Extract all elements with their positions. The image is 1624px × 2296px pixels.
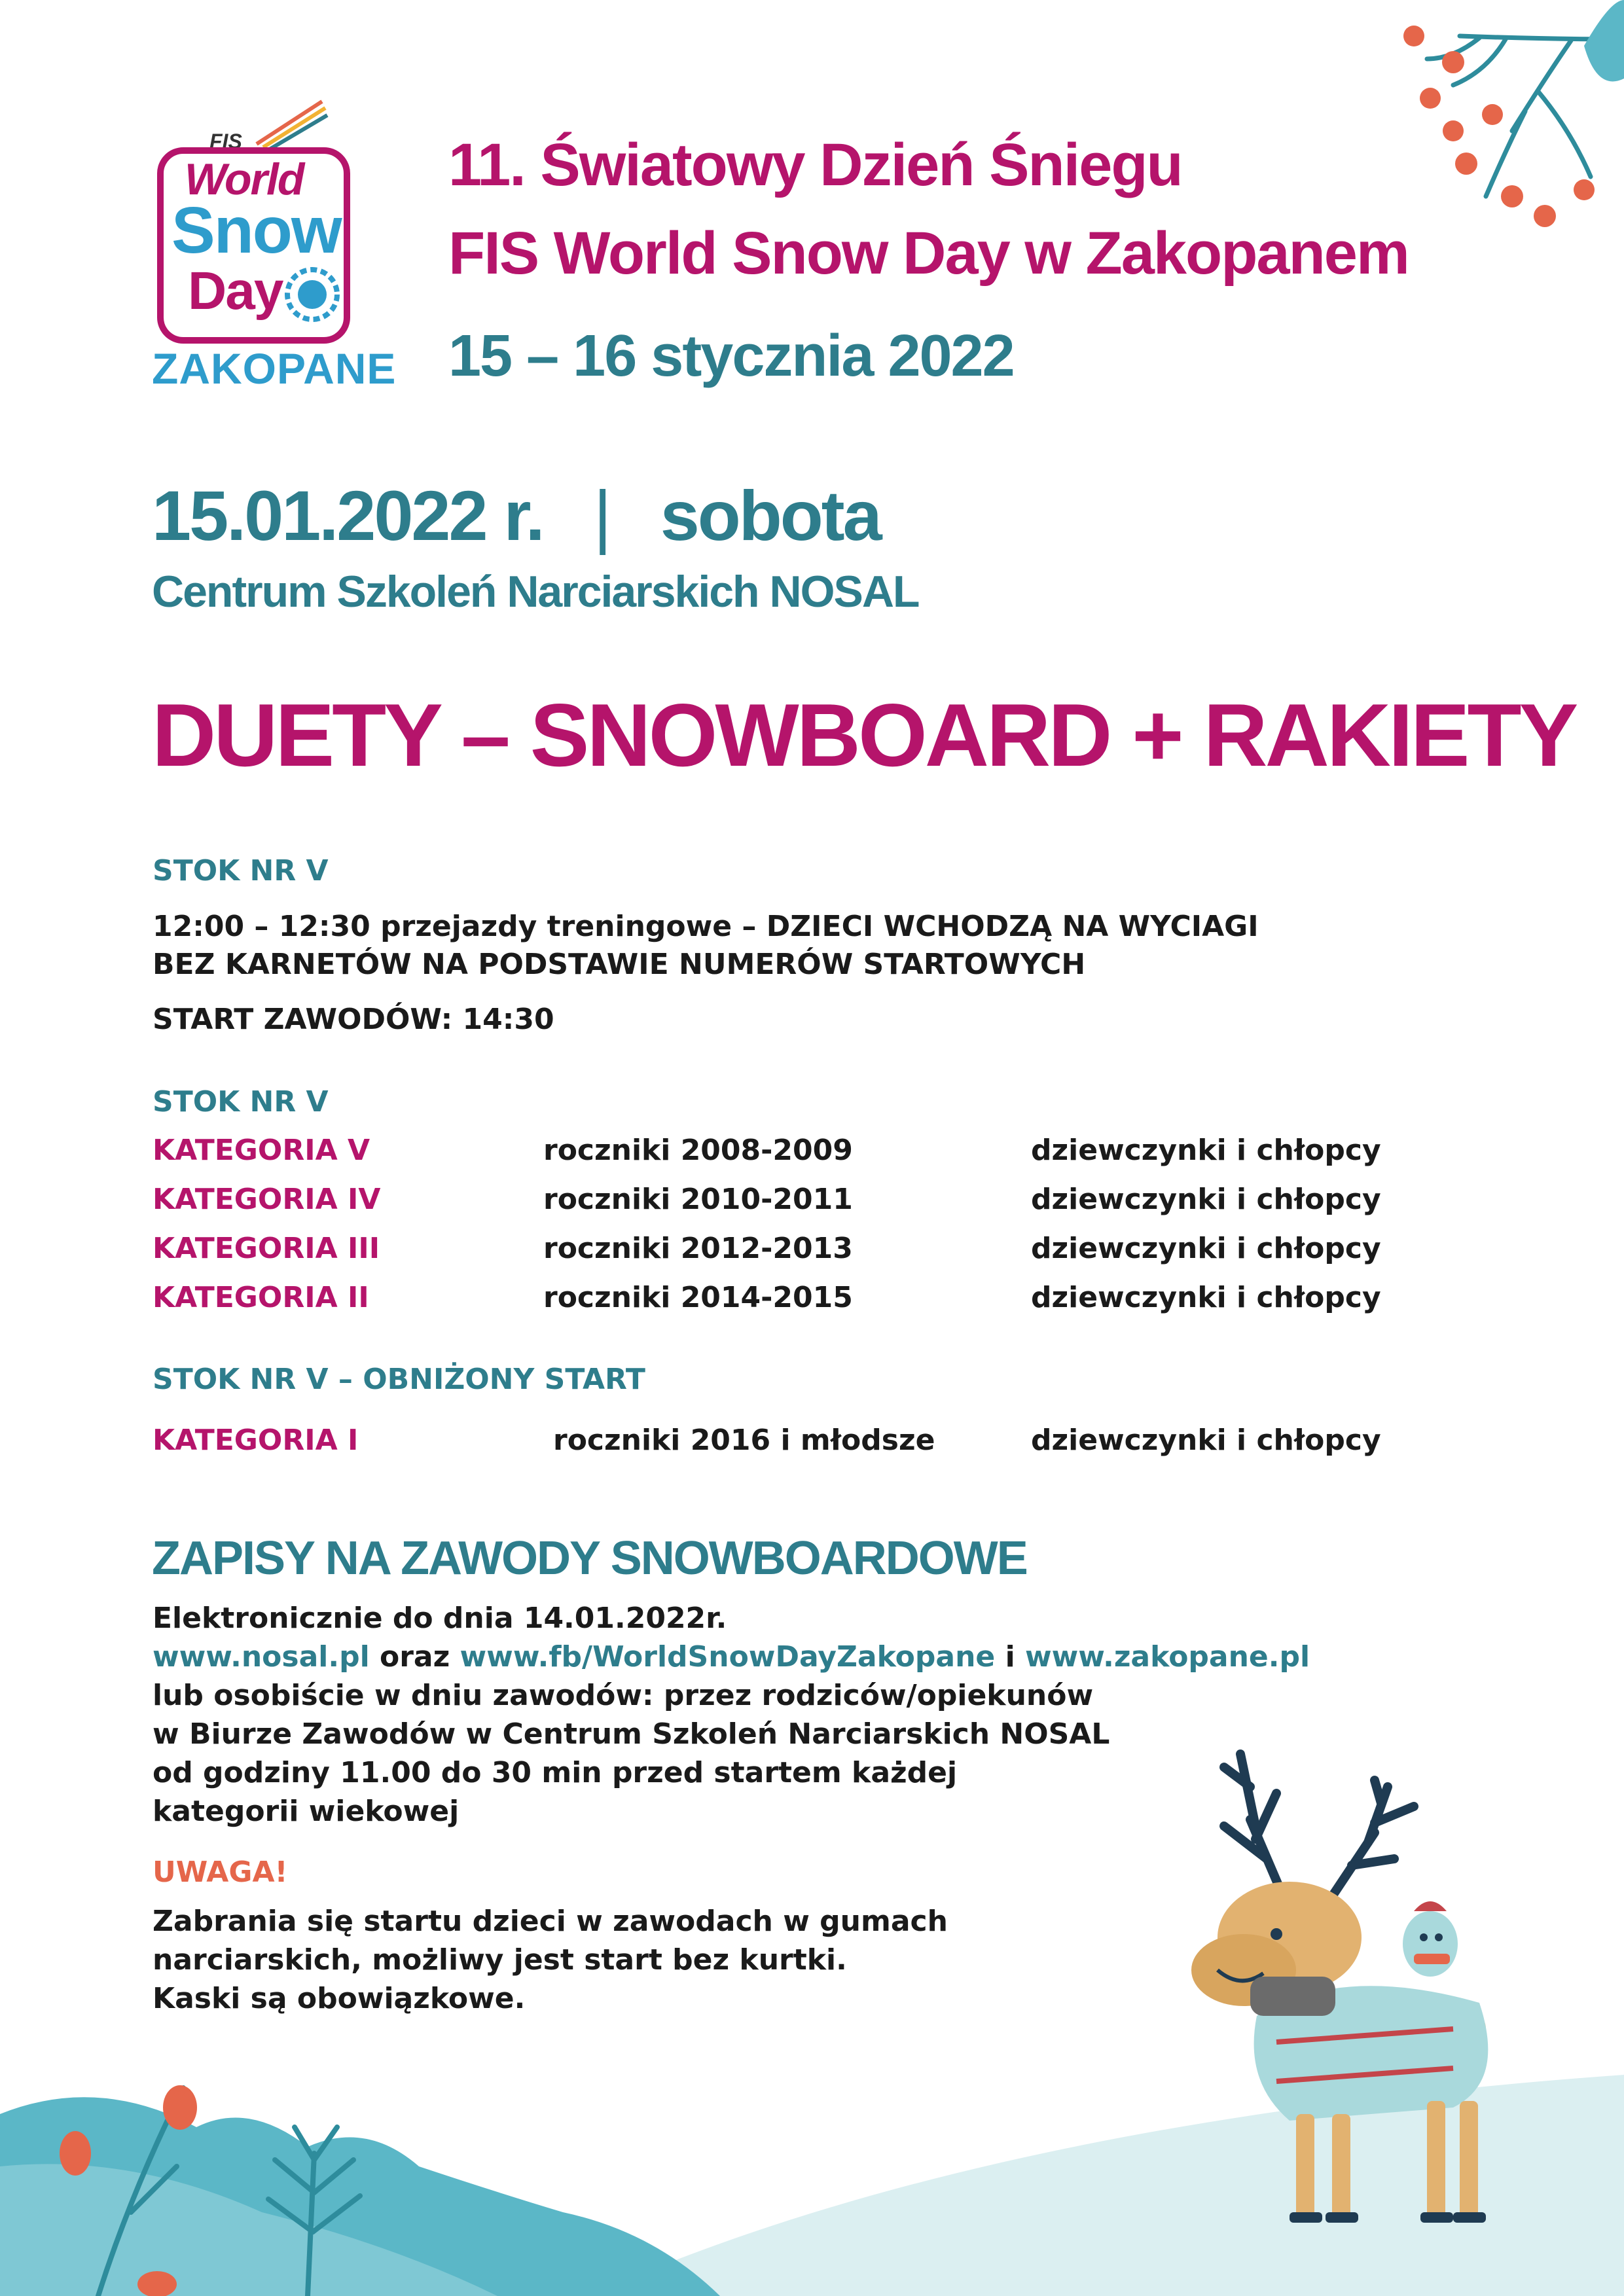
category-who: dziewczynki i chłopcy [1031,1424,1381,1457]
day-line [152,475,880,556]
day-weekday: sobota [660,476,880,555]
training-slope: STOK NR V [153,854,329,888]
event-title: DUETY – SNOWBOARD + RAKIETY [152,685,1576,785]
registration-heading: ZAPISY NA ZAWODY SNOWBOARDOWE [152,1532,1027,1585]
logo-word-day: Day [188,261,283,321]
category-name: KATEGORIA IV [153,1183,381,1216]
fis-swoosh-icon [250,98,329,151]
venue: Centrum Szkoleń Narciarskich NOSAL [152,567,919,617]
warning-line-3: Kaski są obowiązkowe. [153,1982,526,2015]
link-joiner: i [995,1640,1025,1674]
warning-label: UWAGA! [153,1856,288,1889]
category-who: dziewczynki i chłopcy [1031,1134,1381,1167]
category-years: roczniki 2014-2015 [543,1281,853,1314]
day-date: 15.01.2022 r. [152,476,543,555]
registration-line-1: Elektronicznie do dnia 14.01.2022r. [153,1602,727,1635]
logo-city: ZAKOPANE [152,344,397,393]
training-line-2: BEZ KARNETÓW NA PODSTAWIE NUMERÓW STARTOWYCH [153,948,1086,981]
link-zakopane[interactable]: www.zakopane.pl [1024,1640,1310,1674]
category-years: roczniki 2016 i młodsze [553,1424,935,1457]
link-nosal[interactable]: www.nosal.pl [153,1640,370,1674]
category-years: roczniki 2010-2011 [543,1183,853,1216]
warning-line-1: Zabrania się startu dzieci w zawodach w gumach [153,1905,948,1938]
category-years: roczniki 2008-2009 [543,1134,853,1167]
logo-word-snow: Snow [171,194,341,267]
registration-line-4: w Biurze Zawodów w Centrum Szkoleń Narciarskich NOSAL [153,1717,1110,1751]
category-name: KATEGORIA V [153,1134,370,1167]
day-separator: | [593,476,610,555]
category-years: roczniki 2012-2013 [543,1232,853,1265]
fis-label: FIS [209,130,242,153]
category-who: dziewczynki i chłopcy [1031,1232,1381,1265]
category-name: KATEGORIA I [153,1424,359,1457]
registration-line-6: kategorii wiekowej [153,1795,460,1828]
link-joiner: oraz [369,1640,460,1674]
registration-line-5: od godziny 11.00 do 30 min przed startem każdej [153,1756,958,1789]
world-snow-day-logo [152,98,397,393]
snowflake-globe-icon [280,262,345,327]
lowered-slope: STOK NR V – OBNIŻONY START [153,1363,645,1396]
start-time: START ZAWODÓW: 14:30 [153,1003,554,1036]
category-name: KATEGORIA II [153,1281,369,1314]
link-facebook[interactable]: www.fb/WorldSnowDayZakopane [460,1640,996,1674]
logo-word-world: World [185,154,304,204]
registration-links [153,1640,1310,1674]
warning-line-2: narciarskich, możliwy jest start bez kurtki. [153,1943,847,1977]
registration-line-3: lub osobiście w dniu zawodów: przez rodziców/opiekunów [153,1679,1094,1712]
category-name: KATEGORIA III [153,1232,380,1265]
category-who: dziewczynki i chłopcy [1031,1183,1381,1216]
header-dates: 15 – 16 stycznia 2022 [448,323,1014,389]
category-who: dziewczynki i chłopcy [1031,1281,1381,1314]
categories-slope: STOK NR V [153,1085,329,1119]
berry-branch-top-right-illustration [1375,0,1624,249]
training-line-1: 12:00 – 12:30 przejazdy treningowe – DZIECI WCHODZĄ NA WYCIAGI [153,910,1259,943]
reindeer-illustration [1178,1715,1584,2232]
header-title-2: FIS World Snow Day w Zakopanem [448,220,1409,287]
header-title-1: 11. Światowy Dzień Śniegu [448,132,1182,198]
